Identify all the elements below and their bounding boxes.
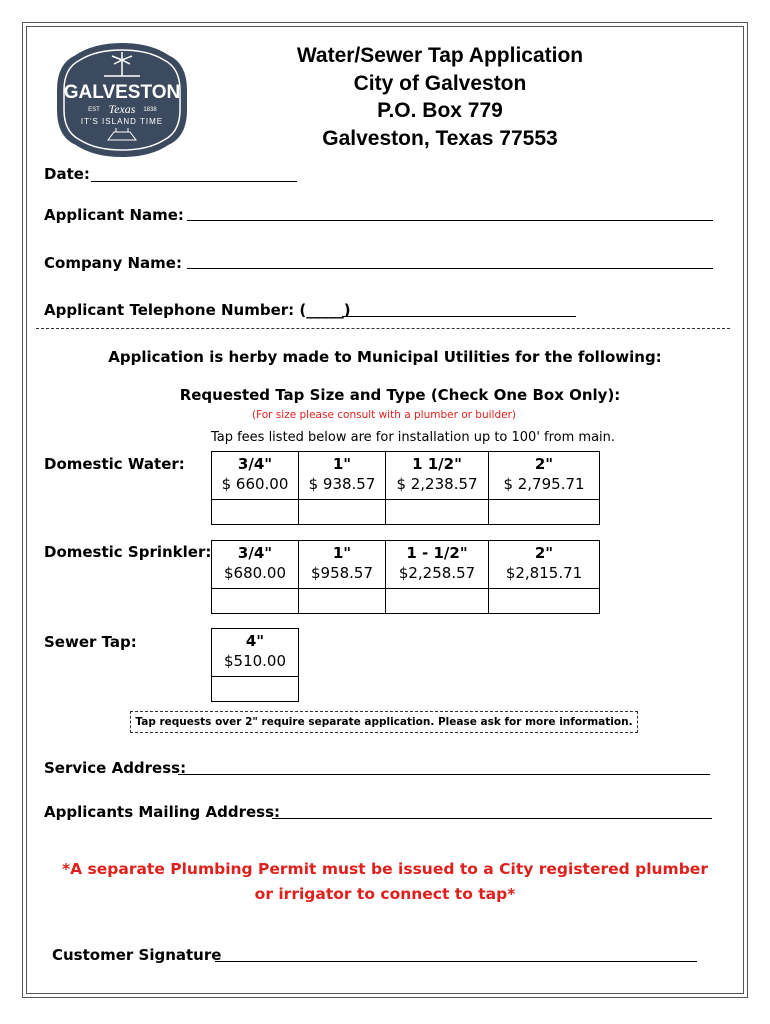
water-option-1: 1" $ 938.57 <box>299 452 386 500</box>
svg-text:EST: EST <box>88 107 100 113</box>
domestic-sprinkler-label: Domestic Sprinkler: <box>44 543 212 561</box>
sprinkler-checkbox-3-4[interactable] <box>212 589 299 614</box>
water-checkbox-3-4[interactable] <box>212 500 299 525</box>
section-divider <box>36 328 730 329</box>
sprinkler-checkbox-2[interactable] <box>489 589 600 614</box>
domestic-sprinkler-table <box>211 540 600 614</box>
tap-request-notice: Tap requests over 2" require separate application. Please ask for more information. <box>130 711 638 733</box>
water-option-1-1-2: 1 1/2" $ 2,238.57 <box>386 452 489 500</box>
date-field[interactable] <box>91 181 297 182</box>
sprinkler-option-1-1-2: 1 - 1/2" $2,258.57 <box>386 541 489 589</box>
galveston-logo <box>54 40 190 160</box>
company-name-field[interactable] <box>187 268 713 269</box>
water-option-3-4: 3/4" $ 660.00 <box>212 452 299 500</box>
fees-note: Tap fees listed below are for installation up to 100' from main. <box>210 430 616 445</box>
sprinkler-checkbox-1[interactable] <box>299 589 386 614</box>
domestic-water-table <box>211 451 600 525</box>
svg-text:IT'S ISLAND TIME: IT'S ISLAND TIME <box>80 117 164 126</box>
requested-tap-heading: Requested Tap Size and Type (Check One Box Only): <box>179 386 621 404</box>
sewer-tap-table <box>211 628 299 702</box>
svg-text:1838: 1838 <box>143 107 157 113</box>
po-box: P.O. Box 779 <box>377 99 503 122</box>
sewer-checkbox-4[interactable] <box>212 677 299 702</box>
applicant-phone-field[interactable] <box>342 316 576 317</box>
city-name: City of Galveston <box>353 71 527 95</box>
plumbing-permit-warning: *A separate Plumbing Permit must be issued to a City registered plumber or irrigator to connect to tap* <box>62 860 708 903</box>
date-label: Date: <box>44 165 90 183</box>
sprinkler-option-1: 1" $958.57 <box>299 541 386 589</box>
svg-text:GALVESTON: GALVESTON <box>63 82 181 103</box>
domestic-water-label: Domestic Water: <box>44 455 185 473</box>
applicant-phone-label: Applicant Telephone Number: (_____) <box>44 301 351 319</box>
applicant-name-label: Applicant Name: <box>44 206 184 224</box>
service-address-field[interactable] <box>178 774 710 775</box>
sprinkler-checkbox-1-1-2[interactable] <box>386 589 489 614</box>
service-address-label: Service Address: <box>44 759 187 777</box>
consult-note: (For size please consult with a plumber or builder) <box>251 409 517 421</box>
signature-label: Customer Signature <box>52 946 222 964</box>
mailing-address-label: Applicants Mailing Address: <box>44 803 281 821</box>
sewer-option-4: 4" $510.00 <box>212 629 299 677</box>
intro-text: Application is herby made to Municipal Utilities for the following: <box>108 348 662 366</box>
sprinkler-option-2: 2" $2,815.71 <box>489 541 600 589</box>
svg-text:Texas: Texas <box>108 102 136 116</box>
sewer-tap-label: Sewer Tap: <box>44 633 137 651</box>
mailing-address-field[interactable] <box>272 818 712 819</box>
city-state-zip: Galveston, Texas 77553 <box>322 126 558 150</box>
water-checkbox-1[interactable] <box>299 500 386 525</box>
form-title: Water/Sewer Tap Application <box>296 44 584 67</box>
water-checkbox-2[interactable] <box>489 500 600 525</box>
sprinkler-option-3-4: 3/4" $680.00 <box>212 541 299 589</box>
company-name-label: Company Name: <box>44 254 182 272</box>
signature-field[interactable] <box>215 961 697 962</box>
form-header <box>240 42 640 152</box>
applicant-name-field[interactable] <box>187 220 713 221</box>
water-checkbox-1-1-2[interactable] <box>386 500 489 525</box>
water-option-2: 2" $ 2,795.71 <box>489 452 600 500</box>
